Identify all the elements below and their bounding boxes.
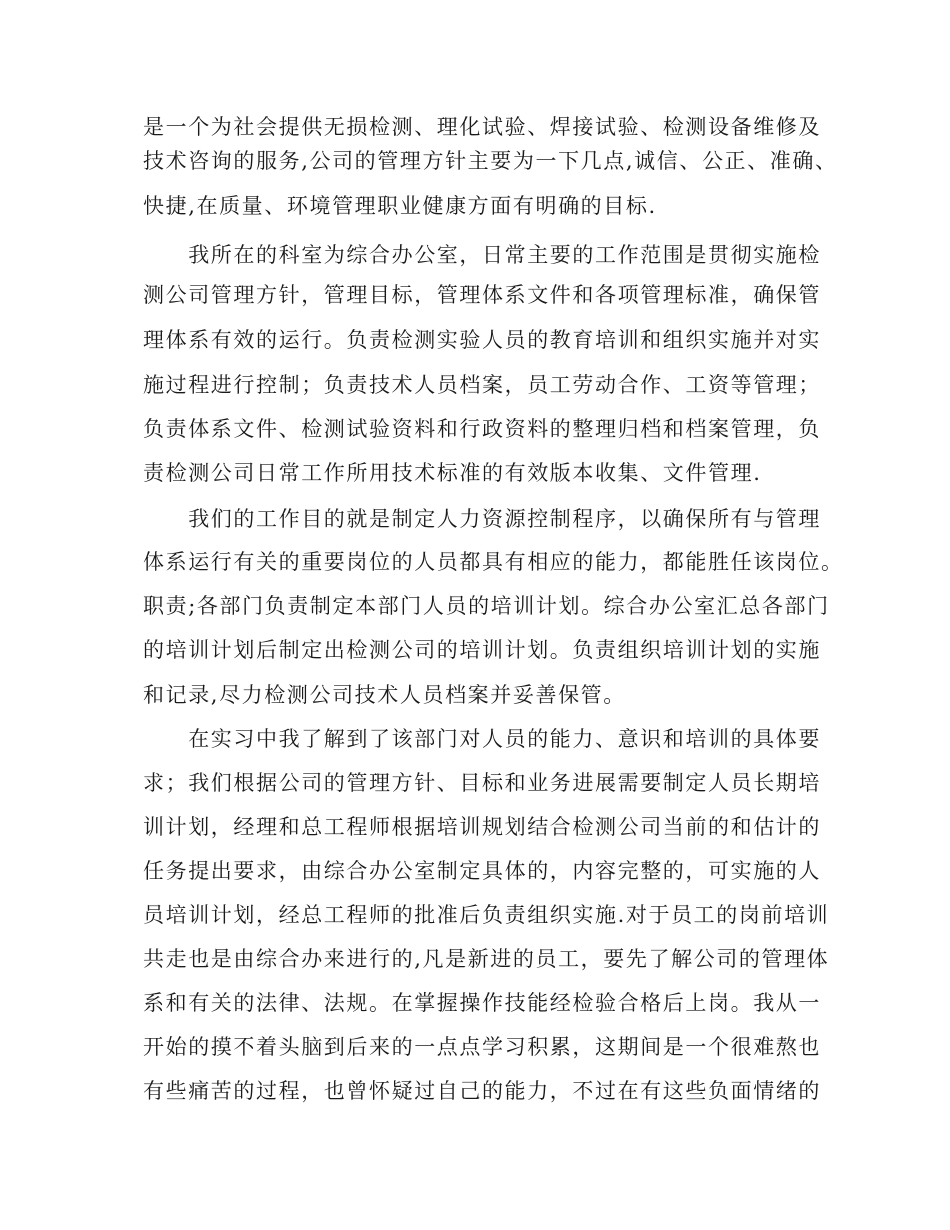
text-line: 测公司管理方针，管理目标，管理体系文件和各项管理标准，确保管 xyxy=(143,283,821,307)
text-line: 是一个为社会提供无损检测、理化试验、焊接试验、检测设备维修及 xyxy=(143,115,821,139)
text-line: 责检测公司日常工作所用技术标准的有效版本收集、文件管理. xyxy=(143,461,762,485)
text-line: 有些痛苦的过程，也曾怀疑过自己的能力，不过在有这些负面情绪的 xyxy=(143,1079,821,1103)
text-line: 我们的工作目的就是制定人力资源控制程序，以确保所有与管理 xyxy=(143,507,821,531)
text-line: 系和有关的法律、法规。在掌握操作技能经检验合格后上岗。我从一 xyxy=(143,991,821,1015)
text-line: 理体系有效的运行。负责检测实验人员的教育培训和组织实施并对实 xyxy=(143,328,821,352)
text-line: 的培训计划后制定出检测公司的培训计划。负责组织培训计划的实施 xyxy=(143,638,821,662)
text-line: 快捷,在质量、环境管理职业健康方面有明确的目标. xyxy=(143,194,657,218)
text-line: 施过程进行控制；负责技术人员档案，员工劳动合作、工资等管理； xyxy=(143,373,821,397)
text-line: 我所在的科室为综合办公室，日常主要的工作范围是贯彻实施检 xyxy=(143,243,821,267)
text-line: 在实习中我了解到了该部门对人员的能力、意识和培训的具体要 xyxy=(143,727,821,751)
text-line: 开始的摸不着头脑到后来的一点点学习积累，这期间是一个很难熬也 xyxy=(143,1035,821,1059)
text-line: 员培训计划，经总工程师的批准后负责组织实施.对于员工的岗前培训 xyxy=(143,903,830,927)
text-line: 训计划，经理和总工程师根据培训规划结合检测公司当前的和估计的 xyxy=(143,815,821,839)
text-line: 求；我们根据公司的管理方针、目标和业务进展需要制定人员长期培 xyxy=(143,771,821,795)
text-line: 任务提出要求，由综合办公室制定具体的，内容完整的，可实施的人 xyxy=(143,859,821,883)
text-line: 体系运行有关的重要岗位的人员都具有相应的能力，都能胜任该岗位。 xyxy=(143,550,844,574)
text-line: 负责体系文件、检测试验资料和行政资料的整理归档和档案管理，负 xyxy=(143,417,821,441)
text-line: 职责;各部门负责制定本部门人员的培训计划。综合办公室汇总各部门 xyxy=(143,594,830,618)
text-line: 技术咨询的服务,公司的管理方针主要为一下几点,诚信、公正、准确、 xyxy=(143,149,838,173)
text-line: 共走也是由综合办来进行的,凡是新进的员工，要先了解公司的管理体 xyxy=(143,947,830,971)
text-line: 和记录,尽力检测公司技术人员档案并妥善保管。 xyxy=(143,683,626,707)
